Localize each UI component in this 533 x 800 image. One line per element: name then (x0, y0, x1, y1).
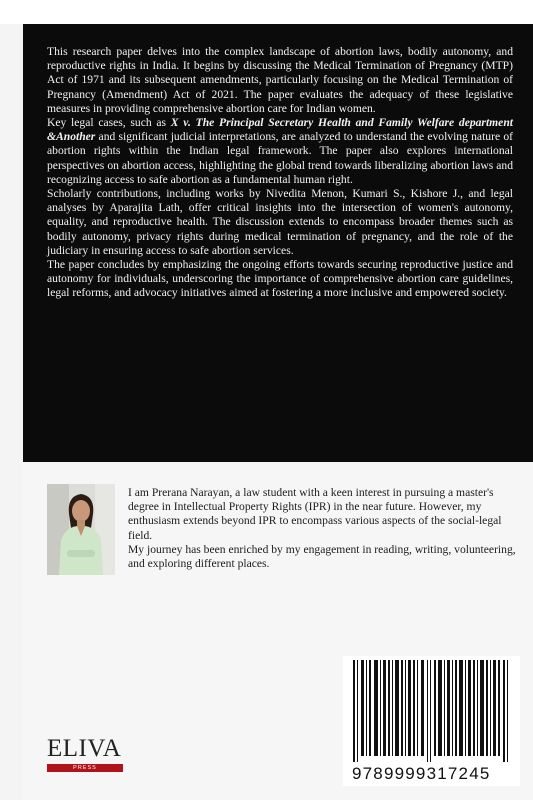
isbn-number: 9789999317245 (352, 764, 491, 783)
abstract-text (47, 45, 513, 301)
publisher-logo-text: ELIVA (47, 735, 122, 762)
abstract-paragraph-4: The paper concludes by emphasizing the ongoing efforts towards securing reproductive justice and autonomy for individuals, underscoring the importance of comprehensive abortion care guidelines, legal reforms, and advocacy initiatives aimed at fostering a more inclusive and empowered society. (47, 258, 513, 300)
abstract-paragraph-1: This research paper delves into the complex landscape of abortion laws, bodily autonomy, and reproductive rights in India. It begins by discussing the Medical Termination of Pregnancy (MTP) Act of 1971 and its subsequent amendments, particularly focusing on the Medical Termination of Pregnancy (Amendment) Act of 2021. The paper evaluates the adequacy of these legislative measures in providing comprehensive abortion care for Indian women. (47, 45, 513, 115)
publisher-logo-bar (47, 764, 123, 772)
abstract-paragraph-2 (47, 116, 513, 187)
author-photo (47, 484, 115, 575)
abstract-p2-rest: and significant judicial interpretations, are analyzed to understand the evolving nature of abortion rights within the Indian legal framework. The paper also explores international perspectives on abortion access, highlighting the global trend towards liberalizing abortion laws and recognizing access to safe abortion as a fundamental human right. (47, 130, 513, 186)
case-title: X v. The Principal Secretary Health and Family Welfare department &Another (47, 116, 513, 144)
page-top-margin (0, 0, 533, 24)
author-bio (128, 486, 520, 571)
barcode-bars (343, 656, 520, 762)
publisher-logo-subtext: PRESS (73, 765, 97, 771)
abstract-p2-intro: Key legal cases, such as (47, 116, 171, 130)
publisher-logo (47, 736, 123, 772)
bio-paragraph-2: My journey has been enriched by my engagement in reading, writing, volunteering, and exploring different places. (128, 542, 516, 571)
abstract-paragraph-3: Scholarly contributions, including works by Nivedita Menon, Kumari S., Kishore J., and legal analyses by Aparajita Lath, offer critical insights into the intersection of women's autonomy, equality, and reproductive health. The discussion extends to encompass broader themes such as bodily autonomy, privacy rights during medical termination of pregnancy, and the role of the judiciary in ensuring access to safe abortion services. (47, 187, 513, 257)
bio-paragraph-1: I am Prerana Narayan, a law student with a keen interest in pursuing a master's degree in Intellectual Property Rights (IPR) in the near future. However, my enthusiasm extends beyond IPR to encompass various aspects of the social-legal field. (128, 486, 502, 542)
author-portrait-image (47, 484, 115, 575)
